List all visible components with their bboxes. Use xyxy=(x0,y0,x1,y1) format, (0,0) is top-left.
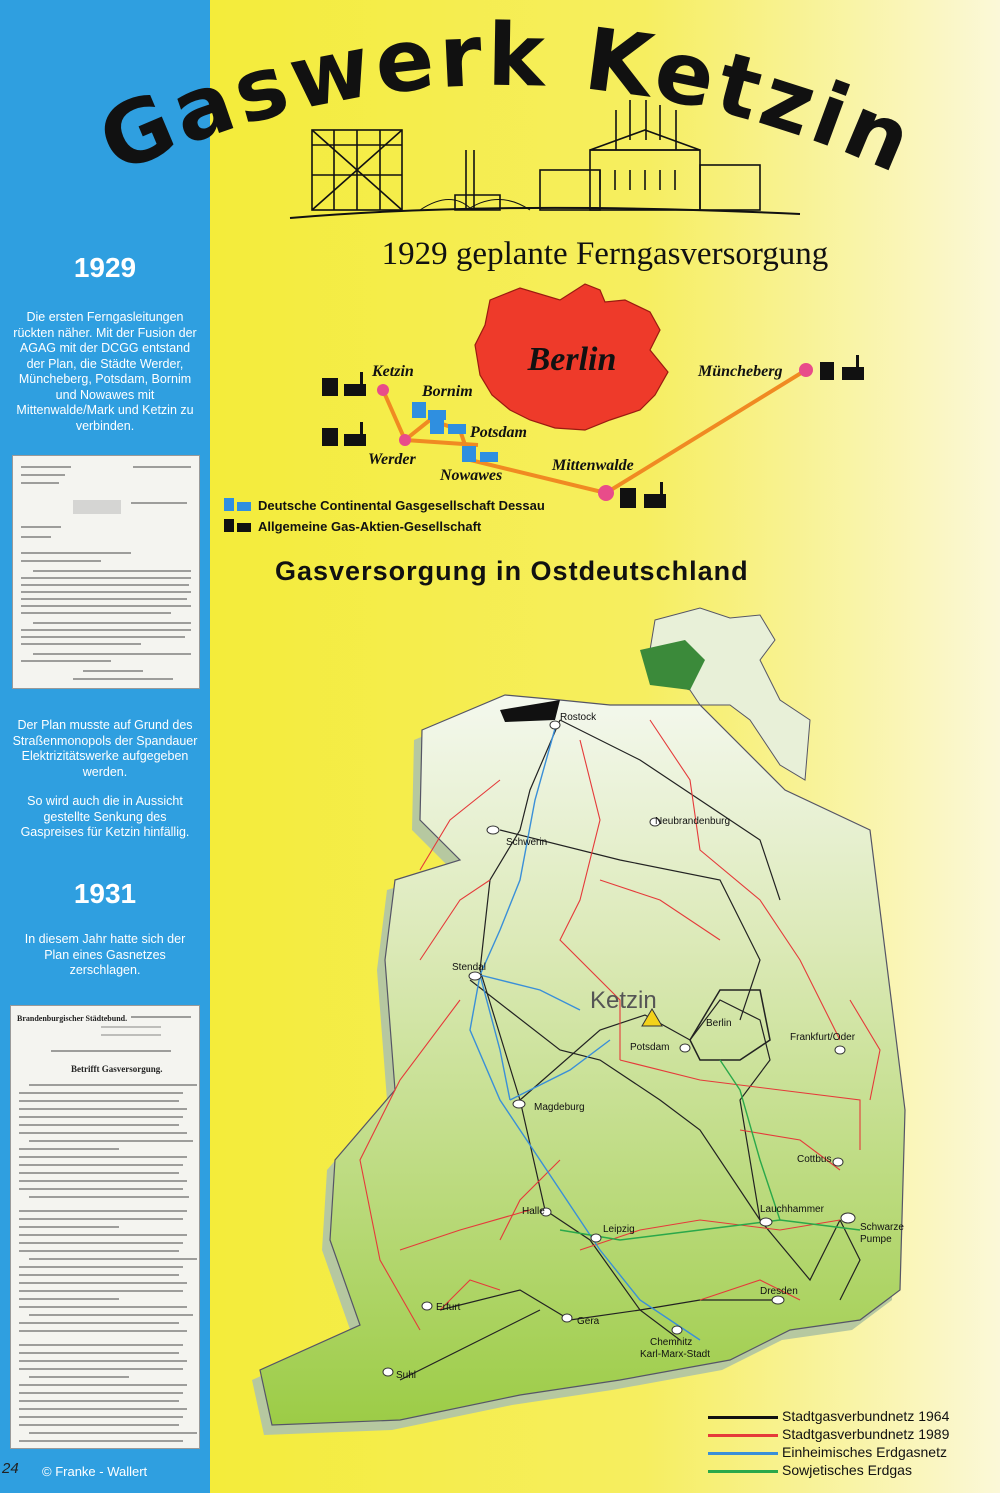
label-suhl: Suhl xyxy=(396,1370,417,1381)
label-dresden: Dresden xyxy=(760,1286,798,1297)
label-rostock: Rostock xyxy=(560,712,597,723)
label-pumpe: Pumpe xyxy=(860,1234,892,1245)
year-1931: 1931 xyxy=(73,878,137,909)
title-text: Gaswerk Ketzin xyxy=(85,5,929,194)
city-werder: Werder xyxy=(368,451,416,468)
label-schwerin: Schwerin xyxy=(506,837,548,848)
city-nowawes: Nowawes xyxy=(440,467,503,484)
page-number: 24 xyxy=(2,1460,19,1477)
ketzin-label: Ketzin xyxy=(590,987,657,1014)
paragraph-1931: In diesem Jahr hatte sich der Plan eines Gasnetzes zerschlagen. xyxy=(24,932,186,977)
paragraph-plan-failed: Der Plan musste auf Grund des Straßenmonopols der Spandauer Elektrizitätswerke aufgegeben werden. xyxy=(12,718,198,779)
legend-dcgg: Deutsche Continental Gasgesellschaft Dessau xyxy=(258,498,545,513)
copyright: © Franke - Wallert xyxy=(42,1464,148,1479)
paragraph-1929: Die ersten Ferngasleitungen rückten näher. Mit der Fusion der AGAG mit der DCGG entstand der Plan, die Städte Werder, Müncheberg, Potsdam, Bornim und Nowawes mit Mittenwalde/Mark und Ketzin zu verbinden. xyxy=(13,310,197,433)
city-bornim: Bornim xyxy=(422,383,473,400)
year-1929: 1929 xyxy=(73,252,137,283)
legend-1964: Stadtgasverbundnetz 1964 xyxy=(782,1408,950,1424)
legend-soviet: Sowjetisches Erdgas xyxy=(782,1462,912,1478)
label-erfurt: Erfurt xyxy=(436,1302,461,1313)
doc2-heading: Betrifft Gasversorgung. xyxy=(71,1064,163,1074)
label-frankfurt: Frankfurt/Oder xyxy=(790,1032,856,1043)
legend-line-soviet xyxy=(708,1470,778,1473)
label-karl-marx-stadt: Karl-Marx-Stadt xyxy=(640,1349,711,1360)
label-halle: Halle xyxy=(522,1206,545,1217)
label-potsdam: Potsdam xyxy=(630,1042,670,1053)
paragraph-price: So wird auch die in Aussicht gestellte Senkung des Gaspreises für Ketzin hinfällig. xyxy=(20,794,190,839)
legend-1989: Stadtgasverbundnetz 1989 xyxy=(782,1426,950,1442)
city-potsdam: Potsdam xyxy=(470,424,527,441)
label-schwarze: Schwarze xyxy=(860,1222,904,1233)
city-berlin: Berlin xyxy=(527,341,617,378)
legend-line-domestic xyxy=(708,1452,778,1455)
label-leipzig: Leipzig xyxy=(603,1224,635,1235)
label-lauchhammer: Lauchhammer xyxy=(760,1204,824,1215)
east-map-heading: Gasversorgung in Ostdeutschland xyxy=(275,556,749,586)
label-cottbus: Cottbus xyxy=(797,1154,832,1165)
doc2-sender: Brandenburgischer Städtebund. xyxy=(17,1014,128,1023)
label-magdeburg: Magdeburg xyxy=(534,1102,585,1113)
label-chemnitz: Chemnitz xyxy=(650,1337,693,1348)
plan-map-heading: 1929 geplante Ferngasversorgung xyxy=(381,236,829,272)
legend-agag: Allgemeine Gas-Aktien-Gesellschaft xyxy=(258,519,482,534)
city-muencheberg: Müncheberg xyxy=(698,363,783,380)
legend-domestic: Einheimisches Erdgasnetz xyxy=(782,1444,947,1460)
legend-line-1964 xyxy=(708,1416,778,1419)
label-gera: Gera xyxy=(577,1316,600,1327)
label-berlin: Berlin xyxy=(706,1018,732,1029)
label-neubrandenburg: Neubrandenburg xyxy=(655,816,731,827)
city-ketzin: Ketzin xyxy=(372,363,414,380)
label-stendal: Stendal xyxy=(452,962,486,973)
city-mittenwalde: Mittenwalde xyxy=(552,457,634,474)
legend-line-1989 xyxy=(708,1434,778,1437)
